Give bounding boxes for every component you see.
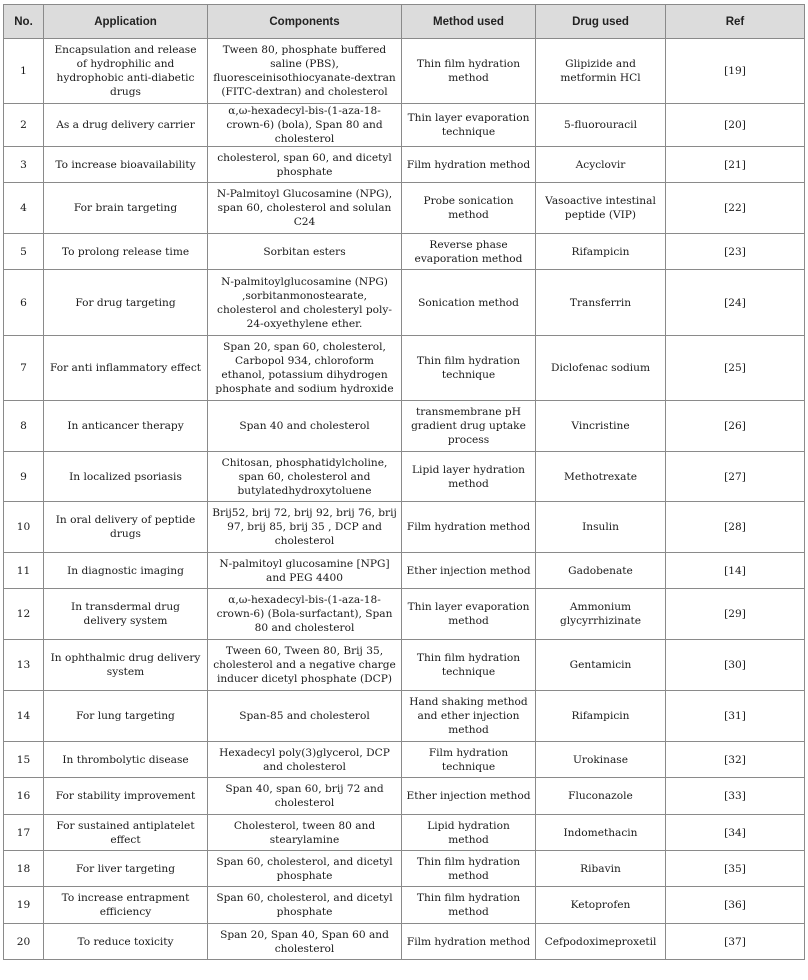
- cell-ref: [31]: [666, 691, 805, 742]
- cell-components: Span 60, cholesterol, and dicetyl phosphate: [208, 887, 402, 924]
- cell-ref: [24]: [666, 270, 805, 336]
- cell-application: In thrombolytic disease: [44, 742, 208, 778]
- table-row: [4, 452, 805, 502]
- cell-drug: Vasoactive intestinal peptide (VIP): [536, 183, 666, 234]
- cell-no: 20: [4, 924, 44, 960]
- cell-drug: Rifampicin: [536, 691, 666, 742]
- cell-drug: Cefpodoximeproxetil: [536, 924, 666, 960]
- table-row: [4, 270, 805, 336]
- cell-application: For brain targeting: [44, 183, 208, 234]
- cell-ref: [23]: [666, 234, 805, 270]
- table-row: [4, 183, 805, 234]
- cell-application: In ophthalmic drug delivery system: [44, 640, 208, 691]
- cell-components: cholesterol, span 60, and dicetyl phosphate: [208, 147, 402, 183]
- cell-drug: Acyclovir: [536, 147, 666, 183]
- cell-no: 14: [4, 691, 44, 742]
- cell-ref: [28]: [666, 502, 805, 553]
- cell-ref: [29]: [666, 589, 805, 640]
- cell-ref: [22]: [666, 183, 805, 234]
- cell-method: Ether injection method: [402, 778, 536, 815]
- cell-no: 11: [4, 553, 44, 589]
- cell-no: 17: [4, 815, 44, 851]
- cell-components: N-Palmitoyl Glucosamine (NPG), span 60, cholesterol and solulan C24: [208, 183, 402, 234]
- cell-drug: Insulin: [536, 502, 666, 553]
- cell-ref: [14]: [666, 553, 805, 589]
- cell-drug: Gadobenate: [536, 553, 666, 589]
- cell-ref: [27]: [666, 452, 805, 502]
- cell-application: In oral delivery of peptide drugs: [44, 502, 208, 553]
- cell-no: 6: [4, 270, 44, 336]
- table-row: [4, 691, 805, 742]
- cell-method: Lipid hydration method: [402, 815, 536, 851]
- table-row: [4, 336, 805, 401]
- cell-components: Span-85 and cholesterol: [208, 691, 402, 742]
- cell-ref: [30]: [666, 640, 805, 691]
- cell-ref: [36]: [666, 887, 805, 924]
- cell-drug: Ammonium glycyrrhizinate: [536, 589, 666, 640]
- cell-drug: Gentamicin: [536, 640, 666, 691]
- cell-no: 10: [4, 502, 44, 553]
- cell-components: α,ω-hexadecyl-bis-(1-aza-18-crown-6) (Bola-surfactant), Span 80 and cholesterol: [208, 589, 402, 640]
- cell-method: Film hydration method: [402, 147, 536, 183]
- cell-components: Chitosan, phosphatidylcholine, span 60, cholesterol and butylatedhydroxytoluene: [208, 452, 402, 502]
- cell-drug: Ketoprofen: [536, 887, 666, 924]
- cell-method: Lipid layer hydration method: [402, 452, 536, 502]
- table-row: [4, 778, 805, 815]
- cell-drug: Urokinase: [536, 742, 666, 778]
- cell-no: 13: [4, 640, 44, 691]
- cell-method: Ether injection method: [402, 553, 536, 589]
- cell-application: For anti inflammatory effect: [44, 336, 208, 401]
- cell-ref: [37]: [666, 924, 805, 960]
- cell-application: For drug targeting: [44, 270, 208, 336]
- table-row: [4, 39, 805, 104]
- cell-drug: Vincristine: [536, 401, 666, 452]
- header-drug: Drug used: [536, 5, 666, 39]
- cell-components: Span 40, span 60, brij 72 and cholesterol: [208, 778, 402, 815]
- table-row: [4, 147, 805, 183]
- cell-method: Sonication method: [402, 270, 536, 336]
- cell-ref: [25]: [666, 336, 805, 401]
- cell-application: For liver targeting: [44, 851, 208, 887]
- cell-drug: Ribavin: [536, 851, 666, 887]
- cell-drug: Indomethacin: [536, 815, 666, 851]
- cell-ref: [33]: [666, 778, 805, 815]
- cell-no: 12: [4, 589, 44, 640]
- cell-drug: Transferrin: [536, 270, 666, 336]
- cell-no: 16: [4, 778, 44, 815]
- cell-components: N-palmitoylglucosamine (NPG) ,sorbitanmonostearate, cholesterol and cholesteryl poly-24-oxyethylene ether.: [208, 270, 402, 336]
- table-row: [4, 589, 805, 640]
- header-no: No.: [4, 5, 44, 39]
- cell-application: In diagnostic imaging: [44, 553, 208, 589]
- cell-components: α,ω-hexadecyl-bis-(1-aza-18-crown-6) (bola), Span 80 and cholesterol: [208, 104, 402, 147]
- cell-no: 18: [4, 851, 44, 887]
- cell-ref: [35]: [666, 851, 805, 887]
- niosome-applications-table: [3, 4, 805, 960]
- cell-no: 5: [4, 234, 44, 270]
- cell-method: Reverse phase evaporation method: [402, 234, 536, 270]
- cell-drug: Glipizide and metformin HCl: [536, 39, 666, 104]
- cell-components: Span 40 and cholesterol: [208, 401, 402, 452]
- cell-drug: Rifampicin: [536, 234, 666, 270]
- header-ref: Ref: [666, 5, 805, 39]
- header-components: Components: [208, 5, 402, 39]
- cell-application: To increase entrapment efficiency: [44, 887, 208, 924]
- cell-components: Tween 80, phosphate buffered saline (PBS), fluoresceinisothiocyanate-dextran (FITC-dextran) and cholesterol: [208, 39, 402, 104]
- cell-components: Sorbitan esters: [208, 234, 402, 270]
- cell-no: 1: [4, 39, 44, 104]
- cell-application: To prolong release time: [44, 234, 208, 270]
- cell-application: In transdermal drug delivery system: [44, 589, 208, 640]
- header-application: Application: [44, 5, 208, 39]
- cell-application: For stability improvement: [44, 778, 208, 815]
- cell-ref: [19]: [666, 39, 805, 104]
- table-row: [4, 104, 805, 147]
- table-row: [4, 553, 805, 589]
- table-row: [4, 401, 805, 452]
- cell-method: Thin film hydration technique: [402, 336, 536, 401]
- cell-method: Film hydration method: [402, 924, 536, 960]
- cell-components: Cholesterol, tween 80 and stearylamine: [208, 815, 402, 851]
- cell-ref: [32]: [666, 742, 805, 778]
- cell-no: 4: [4, 183, 44, 234]
- cell-components: Hexadecyl poly(3)glycerol, DCP and cholesterol: [208, 742, 402, 778]
- cell-drug: Methotrexate: [536, 452, 666, 502]
- cell-application: For lung targeting: [44, 691, 208, 742]
- cell-ref: [34]: [666, 815, 805, 851]
- cell-application: Encapsulation and release of hydrophilic and hydrophobic anti-diabetic drugs: [44, 39, 208, 104]
- cell-no: 3: [4, 147, 44, 183]
- cell-drug: Fluconazole: [536, 778, 666, 815]
- cell-application: As a drug delivery carrier: [44, 104, 208, 147]
- cell-application: In localized psoriasis: [44, 452, 208, 502]
- cell-no: 7: [4, 336, 44, 401]
- table-row: [4, 851, 805, 887]
- cell-ref: [21]: [666, 147, 805, 183]
- table-row: [4, 640, 805, 691]
- cell-method: Hand shaking method and ether injection method: [402, 691, 536, 742]
- table-row: [4, 234, 805, 270]
- cell-drug: Diclofenac sodium: [536, 336, 666, 401]
- cell-method: Thin layer evaporation method: [402, 589, 536, 640]
- cell-components: Span 60, cholesterol, and dicetyl phosphate: [208, 851, 402, 887]
- header-method: Method used: [402, 5, 536, 39]
- cell-no: 19: [4, 887, 44, 924]
- cell-method: transmembrane pH gradient drug uptake process: [402, 401, 536, 452]
- cell-method: Thin film hydration method: [402, 887, 536, 924]
- cell-ref: [20]: [666, 104, 805, 147]
- cell-drug: 5-fluorouracil: [536, 104, 666, 147]
- cell-method: Thin film hydration method: [402, 851, 536, 887]
- cell-components: Span 20, span 60, cholesterol, Carbopol 934, chloroform ethanol, potassium dihydrogen phosphate and sodium hydroxide: [208, 336, 402, 401]
- cell-no: 2: [4, 104, 44, 147]
- table-row: [4, 887, 805, 924]
- cell-method: Probe sonication method: [402, 183, 536, 234]
- cell-ref: [26]: [666, 401, 805, 452]
- table-row: [4, 502, 805, 553]
- cell-method: Film hydration method: [402, 502, 536, 553]
- cell-components: Tween 60, Tween 80, Brij 35, cholesterol and a negative charge inducer dicetyl phosphate (DCP): [208, 640, 402, 691]
- table-row: [4, 815, 805, 851]
- cell-components: N-palmitoyl glucosamine [NPG] and PEG 4400: [208, 553, 402, 589]
- table-row: [4, 742, 805, 778]
- cell-no: 15: [4, 742, 44, 778]
- cell-no: 9: [4, 452, 44, 502]
- table-row: [4, 924, 805, 960]
- cell-application: For sustained antiplatelet effect: [44, 815, 208, 851]
- cell-method: Film hydration technique: [402, 742, 536, 778]
- cell-method: Thin layer evaporation technique: [402, 104, 536, 147]
- header-row: [4, 5, 805, 39]
- cell-method: Thin film hydration technique: [402, 640, 536, 691]
- cell-method: Thin film hydration method: [402, 39, 536, 104]
- cell-application: To reduce toxicity: [44, 924, 208, 960]
- cell-no: 8: [4, 401, 44, 452]
- cell-application: In anticancer therapy: [44, 401, 208, 452]
- cell-components: Span 20, Span 40, Span 60 and cholesterol: [208, 924, 402, 960]
- cell-application: To increase bioavailability: [44, 147, 208, 183]
- cell-components: Brij52, brij 72, brij 92, brij 76, brij 97, brij 85, brij 35 , DCP and cholesterol: [208, 502, 402, 553]
